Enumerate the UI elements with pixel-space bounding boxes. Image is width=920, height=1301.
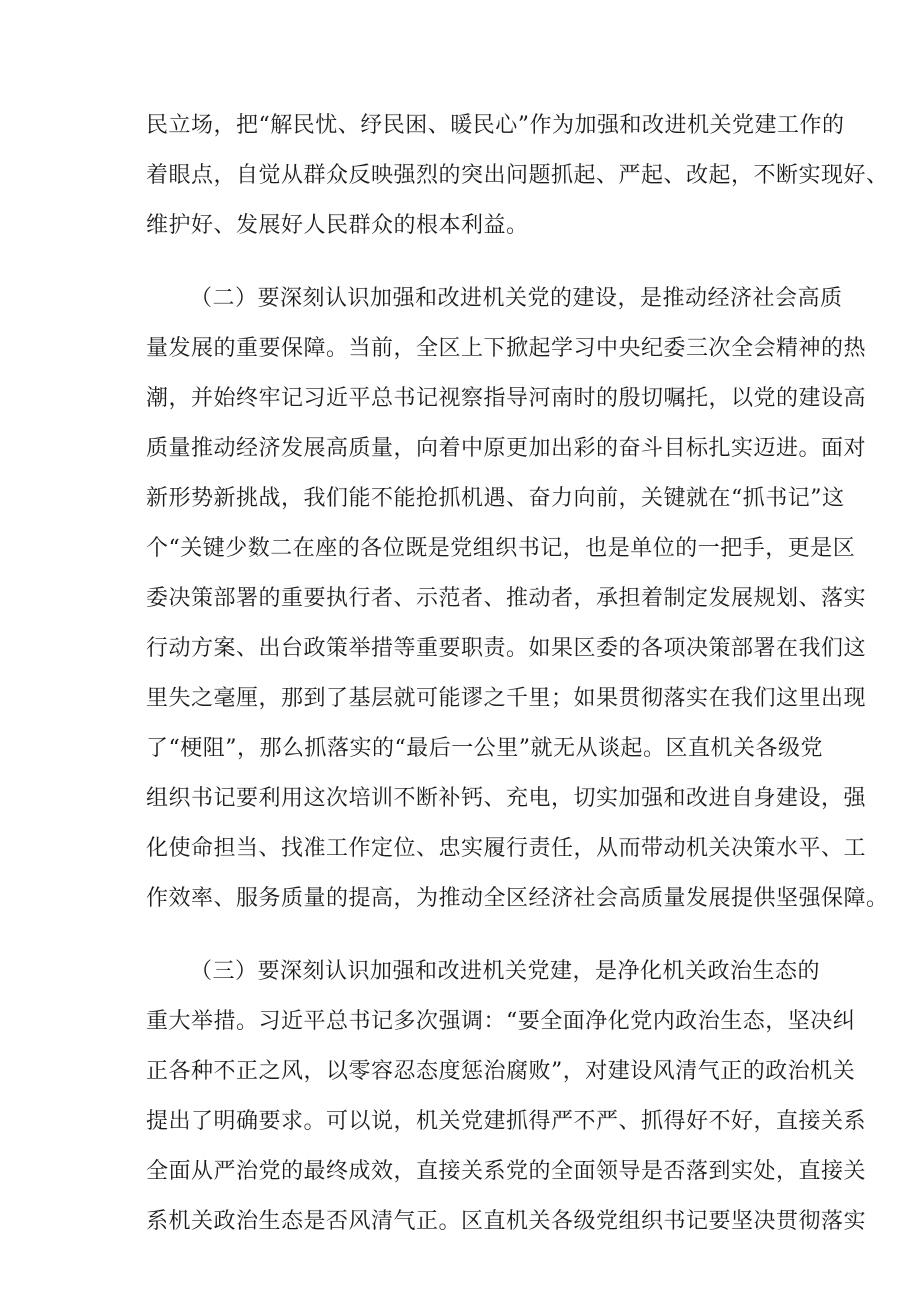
paragraph-2-line-13: 作效率、服务质量的提高，为推动全区经济社会高质量发展提供坚强保障。 — [146, 886, 889, 911]
paragraph-3-line-2: 重大举措。习近平总书记多次强调：“要全面净化党内政治生态，坚决纠 — [146, 1009, 856, 1034]
paragraph-2-line-2: 量发展的重要保障。当前，全区上下掀起学习中央纪委三次全会精神的热 — [146, 336, 867, 361]
paragraph-2-line-4: 质量推动经济发展高质量，向着中原更加出彩的奋斗目标扎实迈进。面对 — [146, 436, 867, 461]
paragraph-2-line-1: （二）要深刻认识加强和改进机关党的建设，是推动经济社会高质 — [190, 286, 843, 311]
paragraph-1-line-2: 着眼点，自觉从群众反映强烈的突出问题抓起、严起、改起，不断实现好、 — [146, 163, 889, 188]
paragraph-2-line-8: 行动方案、出台政策举措等重要职责。如果区委的各项决策部署在我们这 — [146, 636, 867, 661]
paragraph-3-line-1: （三）要深刻认识加强和改进机关党建，是净化机关政治生态的 — [190, 959, 821, 984]
paragraph-2-line-3: 潮，并始终牢记习近平总书记视察指导河南时的殷切嘱托，以党的建设高 — [146, 386, 867, 411]
paragraph-2-line-11: 组织书记要利用这次培训不断补钙、充电，切实加强和改进自身建设，强 — [146, 786, 867, 811]
paragraph-3-line-3: 正各种不正之风，以零容忍态度惩治腐败”，对建设风清气正的政治机关 — [146, 1059, 856, 1084]
paragraph-3-line-6: 系机关政治生态是否风清气正。区直机关各级党组织书记要坚决贯彻落实 — [146, 1209, 867, 1234]
paragraph-1-line-3: 维护好、发展好人民群众的根本利益。 — [146, 213, 529, 238]
paragraph-1-line-1: 民立场，把“解民忧、纾民困、暖民心”作为加强和改进机关党建工作的 — [146, 113, 845, 138]
paragraph-3-line-4: 提出了明确要求。可以说，机关党建抓得严不严、抓得好不好，直接关系 — [146, 1109, 867, 1134]
paragraph-2-line-7: 委决策部署的重要执行者、示范者、推动者，承担着制定发展规划、落实 — [146, 586, 867, 611]
paragraph-2-line-10: 了“梗阻”，那么抓落实的“最后一公里”就无从谈起。区直机关各级党 — [146, 736, 823, 761]
paragraph-2-line-9: 里失之毫厘，那到了基层就可能谬之千里；如果贯彻落实在我们这里出现 — [146, 686, 867, 711]
paragraph-2-line-12: 化使命担当、找准工作定位、忠实履行责任，从而带动机关决策水平、工 — [146, 836, 867, 861]
paragraph-2-line-5: 新形势新挑战，我们能不能抢抓机遇、奋力向前，关键就在“抓书记”这 — [146, 486, 845, 511]
paragraph-2-line-6: 个“关键少数二在座的各位既是党组织书记，也是单位的一把手，更是区 — [146, 536, 856, 561]
paragraph-3-line-5: 全面从严治党的最终成效，直接关系党的全面领导是否落到实处，直接关 — [146, 1159, 867, 1184]
